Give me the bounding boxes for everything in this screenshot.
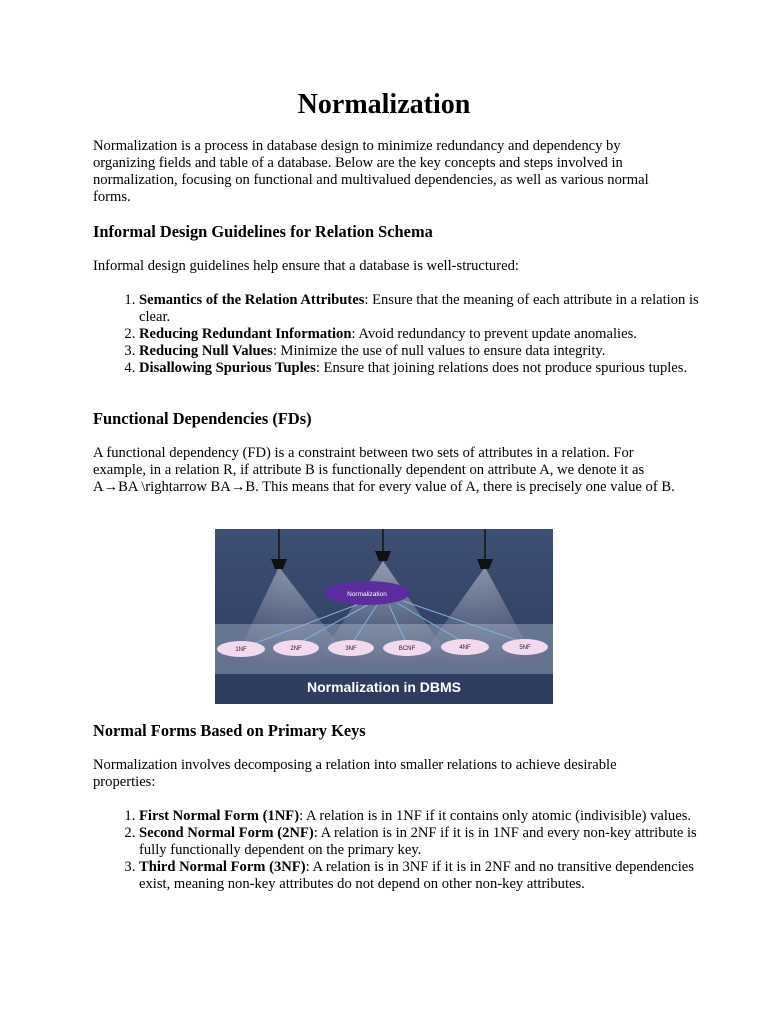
list-item-term: Third Normal Form (3NF) xyxy=(139,859,306,875)
list-item-term: First Normal Form (1NF) xyxy=(139,808,300,824)
list-item-term: Disallowing Spurious Tuples xyxy=(139,360,316,376)
section-heading-normal-forms: Normal Forms Based on Primary Keys xyxy=(93,721,366,740)
diagram-node-label: 2NF xyxy=(290,646,302,652)
diagram-node-label: 4NF xyxy=(459,645,471,651)
list-item xyxy=(139,343,721,360)
diagram-node-label: 5NF xyxy=(519,645,531,651)
list-item-text: : Ensure that the meaning of each attribute in a relation is clear. xyxy=(139,292,699,325)
list-item-text: : A relation is in 1NF if it contains only atomic (indivisible) values. xyxy=(299,808,692,824)
list-item-text: : Ensure that joining relations does not produce spurious tuples. xyxy=(315,360,688,376)
list-item-text: : A relation is in 2NF if it is in 1NF and every non-key attribute is fully functionally dependent on the primary key. xyxy=(139,825,697,858)
list-item-text: : Minimize the use of null values to ensure data integrity. xyxy=(272,343,606,359)
guidelines-lead: Informal design guidelines help ensure that a database is well-structured: xyxy=(93,258,519,274)
section-heading-fds: Functional Dependencies (FDs) xyxy=(93,409,312,428)
list-item-term: Semantics of the Relation Attributes xyxy=(139,292,365,308)
diagram-node-label: 1NF xyxy=(235,647,247,653)
normal-forms-list xyxy=(93,808,721,893)
diagram-root-label: Normalization xyxy=(347,591,387,598)
diagram-node-label: 3NF xyxy=(345,646,357,652)
list-item xyxy=(139,326,721,343)
list-item xyxy=(139,808,721,825)
list-item xyxy=(139,859,721,893)
list-item xyxy=(139,292,721,326)
list-item-text: : Avoid redundancy to prevent update anomalies. xyxy=(351,326,637,342)
section-heading-guidelines: Informal Design Guidelines for Relation Schema xyxy=(93,222,433,241)
diagram-node-label: BCNF xyxy=(398,646,416,652)
intro-paragraph: Normalization is a process in database design to minimize redundancy and dependency by organizing fields and table of a database. Below are the key concepts and steps involved in normalization, focusing on functional and multivalued dependencies, as well as various normal forms. xyxy=(93,138,649,205)
page-title: Normalization xyxy=(297,89,471,120)
list-item-term: Reducing Null Values xyxy=(139,343,273,359)
list-item-term: Reducing Redundant Information xyxy=(139,326,352,342)
normal-forms-lead: Normalization involves decomposing a relation into smaller relations to achieve desirable properties: xyxy=(93,757,617,790)
normalization-diagram-image xyxy=(215,529,553,704)
fds-paragraph: A functional dependency (FD) is a constraint between two sets of attributes in a relation. For example, in a relation R, if attribute B is functionally dependent on attribute A, we denote it as A→BA \rightarrow BA→B. This means that for every value of A, there is precisely one value of B. xyxy=(93,445,675,495)
list-item-term: Second Normal Form (2NF) xyxy=(139,825,314,841)
list-item xyxy=(139,825,721,859)
diagram-caption: Normalization in DBMS xyxy=(306,679,462,695)
list-item xyxy=(139,360,721,377)
list-item-text: : A relation is in 3NF if it is in 2NF and no transitive dependencies exist, meaning non-key attributes do not depend on other non-key attributes. xyxy=(139,859,694,892)
guidelines-list xyxy=(93,292,721,377)
